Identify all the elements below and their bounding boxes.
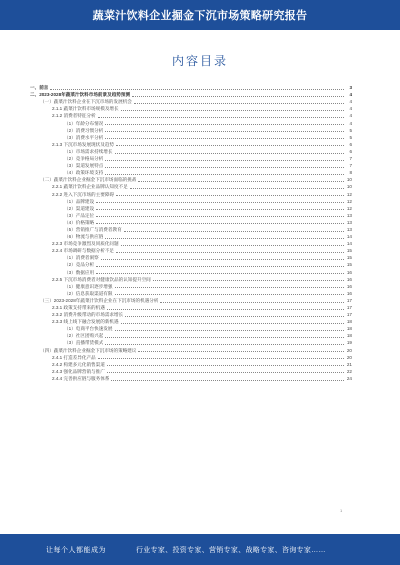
toc-entry-page: 14 [346, 234, 352, 240]
toc-leader-dots [96, 202, 344, 203]
toc-entry[interactable] [30, 226, 352, 233]
toc-entry-page: 7 [349, 163, 352, 169]
toc-entry[interactable] [30, 91, 352, 98]
toc-entry[interactable] [30, 98, 352, 105]
toc-leader-dots [115, 287, 345, 288]
toc-entry-page: 15 [346, 248, 352, 254]
toc-entry[interactable] [30, 141, 352, 148]
toc-entry-text: （2）渠道建设 [64, 205, 95, 211]
toc-entry-page: 16 [346, 283, 352, 289]
toc-leader-dots [105, 174, 344, 175]
toc-leader-dots [107, 372, 344, 373]
report-title: 蔬菜汁饮料企业掘金下沉市场策略研究报告 [92, 10, 308, 22]
toc-entry-page: 20 [346, 354, 352, 360]
footer-tagline: 行业专家、投资专家、营销专家、战略专家、咨询专家…… [136, 546, 326, 554]
toc-entry[interactable] [30, 119, 352, 126]
toc-leader-dots [96, 209, 344, 210]
toc-entry[interactable] [30, 339, 352, 346]
toc-leader-dots [105, 131, 344, 132]
toc-entry-text: （2）社区团购兴起 [64, 333, 104, 339]
toc-entry[interactable] [30, 368, 352, 375]
toc-entry-page: 17 [346, 312, 352, 318]
toc-entry-text: 2.2.3 市场竞争激烈及同质化问题 [52, 241, 119, 247]
toc-entry[interactable] [30, 318, 352, 325]
toc-entry-text: （2）竞争格局分析 [64, 156, 104, 162]
toc-entry-text: （3）数据应用 [64, 269, 95, 275]
footer-slogan: 让每个人都能成为 [46, 546, 106, 554]
toc-entry-page: 18 [346, 333, 352, 339]
toc-entry-text: 一、前言 [30, 85, 49, 91]
toc-entry[interactable] [30, 162, 352, 169]
toc-entry[interactable] [30, 325, 352, 332]
toc-entry-page: 10 [346, 177, 352, 183]
toc-entry-page: 20 [346, 347, 352, 353]
toc-entry-page: 8 [349, 170, 352, 176]
toc-entry-text: （二）蔬菜汁饮料企业掘金下沉市场面临的挑战 [40, 177, 137, 183]
toc-leader-dots [105, 344, 344, 345]
toc-entry-text: 2.2.5 下沉市场消费者对健康饮品的认知提升空间 [52, 276, 151, 282]
toc-entry[interactable] [30, 212, 352, 219]
toc-entry-text: 2.2.4 市场调研与数据分析不足 [52, 248, 115, 254]
toc-entry[interactable] [30, 198, 352, 205]
toc-entry-text: （四）蔬菜汁饮料企业掘金下沉市场的策略建议 [40, 347, 137, 353]
toc-entry-text: 2.4.2 构建多元化销售渠道 [52, 361, 105, 367]
toc-entry[interactable] [30, 361, 352, 368]
toc-entry-page: 12 [346, 198, 352, 204]
toc-entry-page: 4 [349, 106, 352, 112]
toc-entry-page: 18 [346, 326, 352, 332]
toc-leader-dots [107, 365, 344, 366]
toc-leader-dots [98, 117, 344, 118]
toc-entry[interactable] [30, 276, 352, 283]
toc-entry-text: 2.3.2 消费升级带动的市场需求增长 [52, 312, 124, 318]
toc-entry[interactable] [30, 346, 352, 353]
toc-leader-dots [101, 259, 344, 260]
toc-leader-dots [132, 96, 344, 97]
toc-entry[interactable] [30, 134, 352, 141]
toc-entry[interactable] [30, 240, 352, 247]
toc-leader-dots [125, 316, 344, 317]
toc-leader-dots [138, 181, 344, 182]
toc-leader-dots [130, 188, 344, 189]
toc-entry[interactable] [30, 183, 352, 190]
toc-leader-dots [124, 231, 344, 232]
toc-entry-page: 5 [349, 127, 352, 133]
toc-entry-text: （1）消费者洞察 [64, 255, 99, 261]
table-of-contents [30, 84, 352, 382]
toc-entry[interactable] [30, 148, 352, 155]
toc-entry[interactable] [30, 219, 352, 226]
toc-entry[interactable] [30, 332, 352, 339]
toc-entry-page: 17 [346, 297, 352, 303]
toc-entry-page: 4 [349, 120, 352, 126]
toc-leader-dots [160, 302, 344, 303]
toc-entry-page: 15 [346, 262, 352, 268]
toc-entry[interactable] [30, 261, 352, 268]
toc-leader-dots [98, 358, 344, 359]
toc-leader-dots [116, 195, 344, 196]
toc-entry-text: 二、2023-2028年蔬菜汁饮料市场前景及趋势预测 [30, 92, 131, 98]
toc-entry-text: 2.1.3 下沉市场发展现状及趋势 [52, 141, 115, 147]
toc-entry[interactable] [30, 283, 352, 290]
toc-leader-dots [96, 273, 344, 274]
toc-entry-text: （1）健康意识逐步增强 [64, 283, 113, 289]
toc-entry-text: （5）营销推广与消费者教育 [64, 226, 122, 232]
toc-entry-text: （2）消费习惯分析 [64, 127, 104, 133]
toc-leader-dots [153, 280, 344, 281]
toc-entry-page: 4 [349, 99, 352, 105]
toc-leader-dots [121, 110, 344, 111]
toc-leader-dots [115, 330, 345, 331]
toc-leader-dots [50, 89, 344, 90]
toc-entry[interactable] [30, 176, 352, 183]
toc-entry-text: （三）2023-2028年蔬菜汁饮料企业在下沉市场的机遇分析 [40, 297, 159, 303]
toc-entry-page: 7 [349, 156, 352, 162]
toc-leader-dots [105, 337, 344, 338]
toc-entry-text: （2）竞品分析 [64, 262, 95, 268]
toc-leader-dots [96, 223, 344, 224]
toc-entry[interactable] [30, 375, 352, 382]
toc-entry[interactable] [30, 297, 352, 304]
toc-entry-page: 6 [349, 148, 352, 154]
toc-entry-text: 2.3.1 政策支持带来的机遇 [52, 305, 105, 310]
toc-heading: 内容目录 [171, 54, 228, 68]
toc-entry-page: 22 [346, 368, 352, 374]
toc-leader-dots [116, 145, 344, 146]
toc-entry[interactable] [30, 247, 352, 254]
toc-entry[interactable] [30, 268, 352, 275]
toc-entry-page: 13 [346, 212, 352, 218]
toc-leader-dots [96, 266, 344, 267]
toc-entry-page: 17 [346, 305, 352, 310]
toc-entry-text: 2.4.3 强化品牌营销与推广 [52, 368, 105, 374]
toc-leader-dots [111, 380, 344, 381]
toc-entry-text: （3）消费水平分析 [64, 134, 104, 140]
toc-entry-page: 16 [346, 269, 352, 275]
toc-leader-dots [105, 167, 344, 168]
toc-entry[interactable] [30, 233, 352, 240]
toc-entry[interactable] [30, 105, 352, 112]
toc-leader-dots [134, 103, 344, 104]
toc-entry-page: 4 [349, 113, 352, 119]
toc-entry-text: （3）直播带货模式 [64, 340, 104, 346]
toc-leader-dots [105, 138, 344, 139]
header-banner [0, 0, 400, 30]
toc-entry[interactable] [30, 155, 352, 162]
toc-entry-text: （一）蔬菜汁饮料企业在下沉市场的发展机会 [40, 99, 132, 105]
toc-entry-page: 16 [346, 290, 352, 296]
toc-entry-text: （4）政策环境支持 [64, 170, 104, 176]
toc-entry[interactable] [30, 354, 352, 361]
toc-entry-text: 2.4.1 打造差异化产品 [52, 354, 96, 360]
toc-entry[interactable] [30, 205, 352, 212]
toc-entry-text: （1）年龄分布情况 [64, 120, 104, 126]
toc-entry-page: 3 [349, 85, 352, 91]
toc-entry-text: 2.1.2 消费者特征分析 [52, 113, 96, 119]
toc-entry-page: 4 [349, 92, 352, 98]
toc-entry-text: 2.2.2 进入下沉市场的主要障碍 [52, 191, 115, 197]
toc-entry-page: 13 [346, 219, 352, 225]
toc-entry[interactable] [30, 84, 352, 91]
toc-entry-page: 19 [346, 340, 352, 346]
toc-entry-text: （2）信息获取渠道有限 [64, 290, 113, 296]
toc-entry[interactable] [30, 169, 352, 176]
toc-entry[interactable] [30, 190, 352, 197]
toc-entry-page: 12 [346, 191, 352, 197]
toc-entry-page: 15 [346, 255, 352, 261]
toc-entry-page: 5 [349, 134, 352, 140]
toc-entry-text: 2.4.4 完善供应链与服务体系 [52, 375, 110, 381]
toc-entry-page: 18 [346, 319, 352, 325]
toc-entry-text: 2.1.1 蔬菜汁饮料市场规模及增长 [52, 106, 119, 112]
toc-entry-page: 13 [346, 226, 352, 232]
toc-leader-dots [116, 252, 344, 253]
toc-entry[interactable] [30, 112, 352, 119]
toc-entry-page: 6 [349, 141, 352, 147]
toc-leader-dots [138, 351, 344, 352]
toc-entry-text: （4）价格策略 [64, 219, 95, 225]
toc-entry-text: （3）渠道发展特点 [64, 163, 104, 169]
toc-leader-dots [115, 294, 345, 295]
toc-leader-dots [96, 216, 344, 217]
toc-entry[interactable] [30, 290, 352, 297]
toc-leader-dots [105, 238, 344, 239]
toc-leader-dots [121, 245, 344, 246]
toc-entry-text: 2.3.3 线上线下融合发展的新机遇 [52, 319, 119, 325]
toc-entry-text: （1）品牌建设 [64, 198, 95, 204]
toc-entry-page: 24 [346, 375, 352, 381]
toc-entry[interactable] [30, 127, 352, 134]
toc-leader-dots [107, 309, 344, 310]
toc-entry-page: 10 [346, 184, 352, 190]
toc-entry-text: （6）物流与供应链 [64, 234, 104, 240]
toc-entry[interactable] [30, 254, 352, 261]
toc-entry-text: 2.2.1 蔬菜汁饮料企业品牌认知度不足 [52, 184, 128, 190]
toc-entry-page: 14 [346, 241, 352, 247]
page-number: 1 [340, 508, 343, 513]
toc-entry-page: 21 [346, 361, 352, 367]
toc-entry-text: （1）市场需求持续增长 [64, 148, 113, 154]
toc-entry[interactable] [30, 304, 352, 311]
toc-entry-page: 16 [346, 276, 352, 282]
toc-leader-dots [115, 153, 345, 154]
toc-leader-dots [105, 160, 344, 161]
toc-entry-text: （1）电商平台快速发展 [64, 326, 113, 332]
toc-entry[interactable] [30, 311, 352, 318]
toc-leader-dots [121, 323, 344, 324]
toc-entry-text: （3）产品定位 [64, 212, 95, 218]
footer-banner [0, 534, 400, 565]
toc-entry-page: 12 [346, 205, 352, 211]
toc-leader-dots [105, 124, 344, 125]
